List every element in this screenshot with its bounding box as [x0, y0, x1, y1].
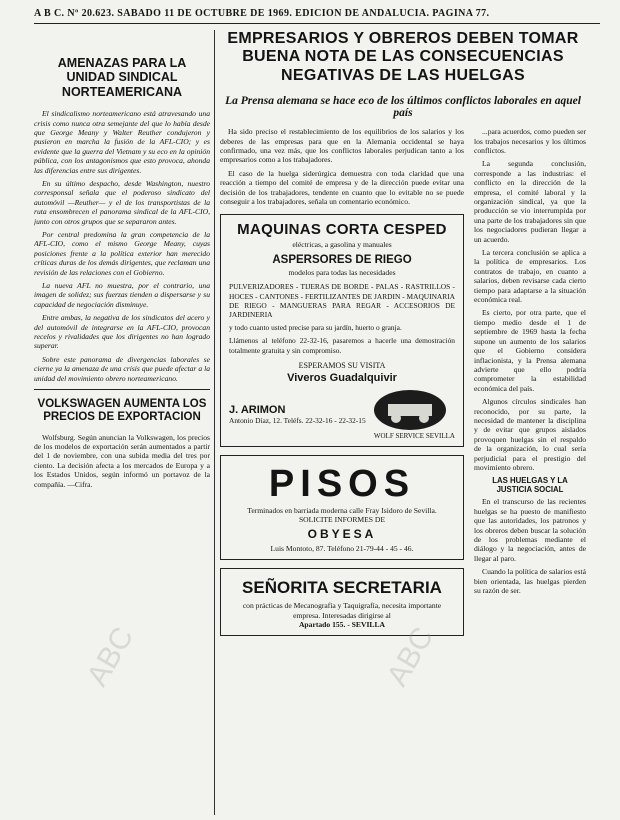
ad-heading: ASPERSORES DE RIEGO: [272, 254, 412, 267]
ad-title: SEÑORITA SECRETARIA: [242, 578, 442, 598]
ad-visit: ESPERAMOS SU VISITA: [298, 360, 386, 370]
article-paragraph: Entre ambas, la negativa de los sindicatos del acero y del automóvil de integrarse en la AFL-CIO, provocan recelos y rivalidades que los dirigentes no han logrado superar.: [34, 313, 210, 351]
column-divider: [214, 30, 215, 815]
article-headline-sindical: AMENAZAS PARA LA UNIDAD SINDICAL NORTEAMERICANA: [57, 56, 187, 99]
article-paragraph: La tercera conclusión se aplica a la política de empresarios. Los contratos de trabajo, en cuanto a salarios, deben revisarse cada cierto tiempo para adaptarse a la situación económica real.: [474, 248, 586, 305]
ad-line: con prácticas de Mecanografía y Taquigrafía, necesita importante empresa. Interesadas dirigirse al: [242, 601, 442, 620]
main-headline: EMPRESARIOS Y OBREROS DEBEN TOMAR BUENA NOTA DE LAS CONSECUENCIAS NEGATIVAS DE LAS HUELGAS: [227, 30, 579, 84]
ad-contact-row: [229, 390, 455, 440]
article-paragraph: La segunda conclusión, corresponde a las industrias: el conflicto en la dirección de la empresa, el comité laboral y la organización sindical, ya que la producción se vio interrumpida por una parte de los trabajadores sin que los negociadores pudieran llegar a un acuerdo.: [474, 159, 586, 244]
article-paragraph: Por central predomina la gran competencia de la AFL-CIO, como el mismo George Meany, cuyas posiciones frente a la política exterior han merecido críticas duras de los demás dirigentes, que reclaman una revisión de las relaciones con el Gobierno.: [34, 230, 210, 277]
article-paragraph: El caso de la huelga siderúrgica demuestra con toda claridad que una reacción a tiempo del comité de empresa y de la dirección puede evitar una decisión de los trabajadores, tendente en cuanto que lo evitable no se puede conseguir a los trabajadores, señala un comentario económico.: [220, 168, 464, 207]
ad-line: Terminados en barriada moderna calle Fray Isidoro de Sevilla.: [247, 505, 437, 515]
ad-secretaria: [220, 568, 464, 636]
right-column: [220, 30, 586, 815]
ad-line: Luis Montoto, 87. Teléfono 21-79-44 - 45 - 46.: [270, 544, 414, 554]
ad-logo-block: [374, 390, 455, 440]
watermark: ABC: [80, 621, 141, 692]
masthead: A B C. Nº 20.623. SABADO 11 DE OCTUBRE DE 1969. EDICION DE ANDALUCIA. PAGINA 77.: [34, 8, 490, 19]
ad-company-name: J. ARIMON: [229, 404, 286, 417]
article-paragraph: Cuando la política de salarios está bien orientada, las huelgas pierden su razón de ser.: [474, 567, 586, 596]
logo-caption: WOLF SERVICE SEVILLA: [373, 431, 455, 440]
ad-line: Apartado 155. - SEVILLA: [298, 619, 386, 629]
watermark: ABC: [380, 621, 441, 692]
ad-title: MAQUINAS CORTA CESPED: [237, 221, 447, 239]
article-paragraph: Ha sido preciso el restablecimiento de los equilibrios de los salarios y los deberes de las empresas para que en la Alemania occidental se haya confirmado, una vez más, que los conflictos laborales perjudican tanto a los empresarios como a los trabajadores.: [220, 127, 464, 165]
ad-maquinas: [220, 214, 464, 446]
right-subcolumn: [474, 127, 586, 642]
ad-title: PISOS: [268, 462, 416, 505]
ad-company: OBYESA: [307, 527, 377, 542]
left-column: [34, 30, 210, 815]
ad-body: Llámenos al teléfono 22-32-16, pasaremos a hacerle una demostración totalmente gratuita y sin compromiso.: [229, 336, 455, 355]
section-title: LAS HUELGAS Y LA JUSTICIA SOCIAL: [492, 476, 568, 495]
left-subcolumn: [220, 127, 464, 642]
ad-body: PULVERIZADORES - TIJERAS DE BORDE - PALAS - RASTRILLOS - HOCES - CANTONES - FERTILIZANTES DE JARDIN - MAQUINARIA DE RIEGO - MANGUERAS PARA REGAR - ACCESORIOS DE JARDINERIA: [229, 282, 455, 320]
ad-line: SOLICITE INFORMES DE: [298, 515, 386, 525]
article-paragraph: Wolfsburg. Según anuncian la Volkswagen, los precios de los modelos de exportación serán aumentados a partir del 1 de noviembre, con una subida media del tres por ciento. La decisión afecta a los mercados de Europa y a los Estados Unidos, según informó un portavoz de la compañía. —Cifra.: [34, 432, 210, 489]
article-paragraph: El sindicalismo norteamericano está atravesando una crisis como nunca otra semejante del que lo había desde que George Meany y Walter Reuther condujeron y pusieron en marcha la fusión de la AFL-CIO; y es evidente que la guerra del Vietnam y su eco en la opinión pública, con los antagonismos que esto provoca, ahonda las diferencias entre sus dirigentes.: [34, 109, 210, 175]
right-body: [220, 127, 586, 642]
ad-pisos: [220, 455, 464, 561]
ad-heading-sub: modelos para todas las necesidades: [288, 268, 396, 278]
ad-address: Antonio Díaz, 12. Teléfs. 22-32-16 - 22-32-15: [229, 416, 366, 426]
article-paragraph: La nueva AFL no muestra, por el contrario, una imagen de solidez; sus fuerzas tienden a dispersarse y su capacidad de negociación disminuye.: [34, 281, 210, 309]
article-headline-volkswagen: VOLKSWAGEN AUMENTA LOS PRECIOS DE EXPORTACION: [34, 389, 210, 424]
masthead-rule: [34, 23, 600, 24]
main-subheadline: La Prensa alemana se hace eco de los últimos conflictos laborales en aquel país: [225, 95, 581, 120]
article-paragraph: ...para acuerdos, como pueden ser los trabajos necesarios y los últimos conflictos.: [474, 127, 586, 155]
ad-vivero: Viveros Guadalquivir: [287, 371, 397, 384]
ad-subtitle: eléctricas, a gasolina y manuales: [292, 240, 392, 250]
article-paragraph: Es cierto, por otra parte, que el tiempo medio desde el 1 de septiembre de 1969 hasta la fecha supone un aumento de los salarios que el Gobierno considera inflacionista, y la Prensa alemana advierte que ello podría comprometer la estabilidad económica del país.: [474, 308, 586, 393]
ad-contact: [229, 404, 366, 425]
mower-logo-icon: [374, 390, 446, 430]
article-paragraph: Algunos círculos sindicales han reconocido, por su parte, la necesidad de mantener la disciplina y de evitar que grupos aislados provoquen huelgas sin el respaldo de la organización, lo cual sería perjudicial para el prestigio del movimiento obrero.: [474, 397, 586, 472]
article-paragraph: En su último despacho, desde Washington, nuestro corresponsal señala que el poderoso sindicato del automóvil —Reuther— y el de los transportistas de la ruta ensombrecen el panorama sindical de la AFL-CIO, junto con otros grupos que se separaron antes.: [34, 178, 210, 226]
article-paragraph: En el transcurso de las recientes huelgas se ha puesto de manifiesto que las autoridades, los patronos y los obreros deben buscar la solución de los problemas mediante el diálogo y la negociación, antes de llegar al paro.: [474, 497, 586, 563]
article-paragraph: Sobre este panorama de divergencias laborales se cierne ya la amenaza de una crisis que puede afectar a la unidad del movimiento obrero norteamericano.: [34, 354, 210, 383]
ad-body: y todo cuanto usted precise para su jardín, huerto o granja.: [229, 323, 402, 333]
